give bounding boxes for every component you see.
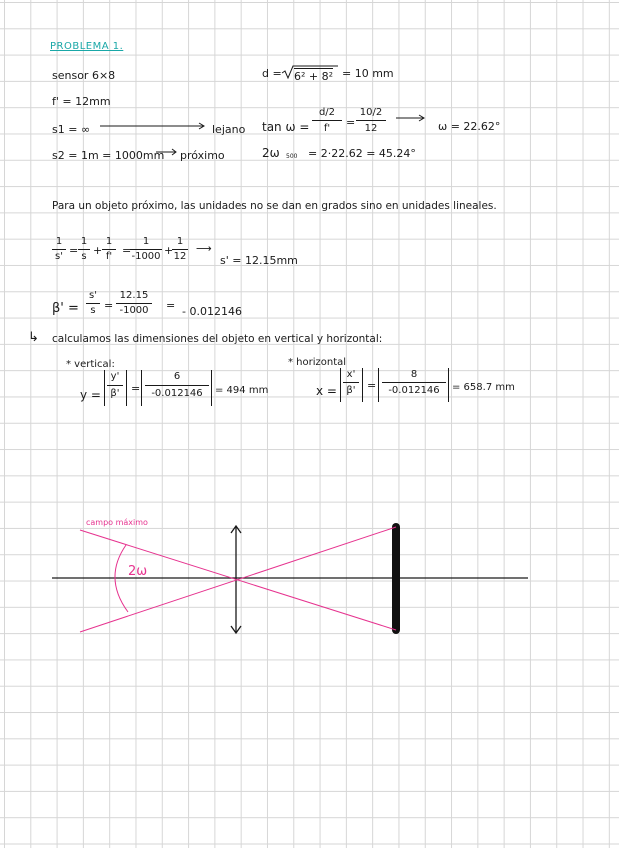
v-eq: =	[131, 382, 141, 395]
lens-c-num: 1	[105, 236, 113, 247]
beta-lhs: β' =	[52, 301, 79, 316]
lens-a-den: s'	[55, 251, 63, 262]
calc-note: calculamos las dimensiones del objeto en vertical y horizontal:	[52, 333, 383, 345]
calc-arrow-icon: ↳	[28, 330, 39, 345]
diag-lhs: d =	[262, 67, 282, 80]
tan-frac2-den: 12	[364, 123, 378, 134]
lens-a-num: 1	[55, 236, 63, 247]
lens-c-den: f'	[105, 251, 113, 262]
h-result: = 658.7 mm	[452, 382, 515, 393]
focal-length: f' = 12mm	[52, 95, 111, 108]
beta-f2-num: 12.15	[119, 290, 149, 301]
lens-b-den: s	[81, 251, 87, 262]
diag-radicand: 6² + 8²	[294, 70, 334, 83]
tan-frac1-den: f'	[323, 123, 331, 134]
two-w-sub: 500	[286, 153, 298, 160]
vertical-label: * vertical:	[66, 359, 115, 370]
h-eq: =	[367, 379, 377, 392]
s2-label: próximo	[180, 149, 225, 162]
beta-eq2: =	[166, 299, 176, 312]
lens-eq2: =	[122, 244, 132, 257]
lens-e-den: 12	[173, 251, 187, 262]
ray-lower	[80, 527, 396, 632]
angle-label: 2ω	[128, 564, 148, 579]
h-f2-num: 8	[410, 369, 418, 380]
tan-frac2-num: 10/2	[359, 107, 383, 118]
horizontal-label: * horizontal	[288, 357, 347, 368]
lens-plus: +	[93, 244, 103, 257]
v-result: = 494 mm	[215, 385, 269, 396]
tan-lhs: tan ω =	[262, 120, 310, 134]
lens-arrow: ⟶	[196, 242, 212, 255]
h-f2-den: -0.012146	[388, 385, 440, 396]
v-f1-den: β'	[110, 388, 120, 399]
h-f1-den: β'	[346, 385, 356, 396]
two-w-lhs: 2ω	[262, 146, 280, 160]
lens-b-num: 1	[80, 236, 88, 247]
beta-f1-num: s'	[89, 290, 97, 301]
field-label: campo máximo	[86, 518, 148, 527]
beta-eq: =	[104, 299, 114, 312]
lens-plus2: +	[164, 244, 174, 257]
s1-value: s1 = ∞	[52, 123, 91, 136]
v-f2-den: -0.012146	[151, 388, 203, 399]
diag-rhs: = 10 mm	[342, 67, 394, 80]
two-w-rhs: = 2·22.62 = 45.24°	[308, 147, 416, 160]
lens-d-den: -1000	[131, 251, 161, 262]
v-f2-num: 6	[173, 371, 181, 382]
tan-result: ω = 22.62°	[438, 120, 501, 133]
beta-f2-den: -1000	[119, 305, 149, 316]
s2-value: s2 = 1m = 1000mm	[52, 149, 165, 162]
lens-eq: =	[69, 244, 79, 257]
beta-f1-den: s	[90, 305, 96, 316]
tan-eq: =	[346, 116, 356, 129]
beta-result: - 0.012146	[182, 305, 242, 318]
lens-result: s' = 12.15mm	[220, 254, 298, 267]
sensor-size: sensor 6×8	[52, 69, 116, 82]
s1-label: lejano	[212, 123, 246, 136]
horizontal-lhs: x =	[316, 384, 337, 398]
vertical-lhs: y =	[80, 388, 101, 402]
sqrt-sign	[282, 66, 338, 78]
page-title: PROBLEMA 1.	[50, 41, 124, 52]
note-text: Para un objeto próximo, las unidades no se dan en grados sino en unidades lineales.	[52, 200, 497, 212]
v-f1-num: y'	[110, 371, 120, 382]
lens-d-num: 1	[142, 236, 150, 247]
h-f1-num: x'	[346, 369, 356, 380]
tan-frac1-num: d/2	[318, 107, 336, 118]
lens-e-num: 1	[176, 236, 184, 247]
